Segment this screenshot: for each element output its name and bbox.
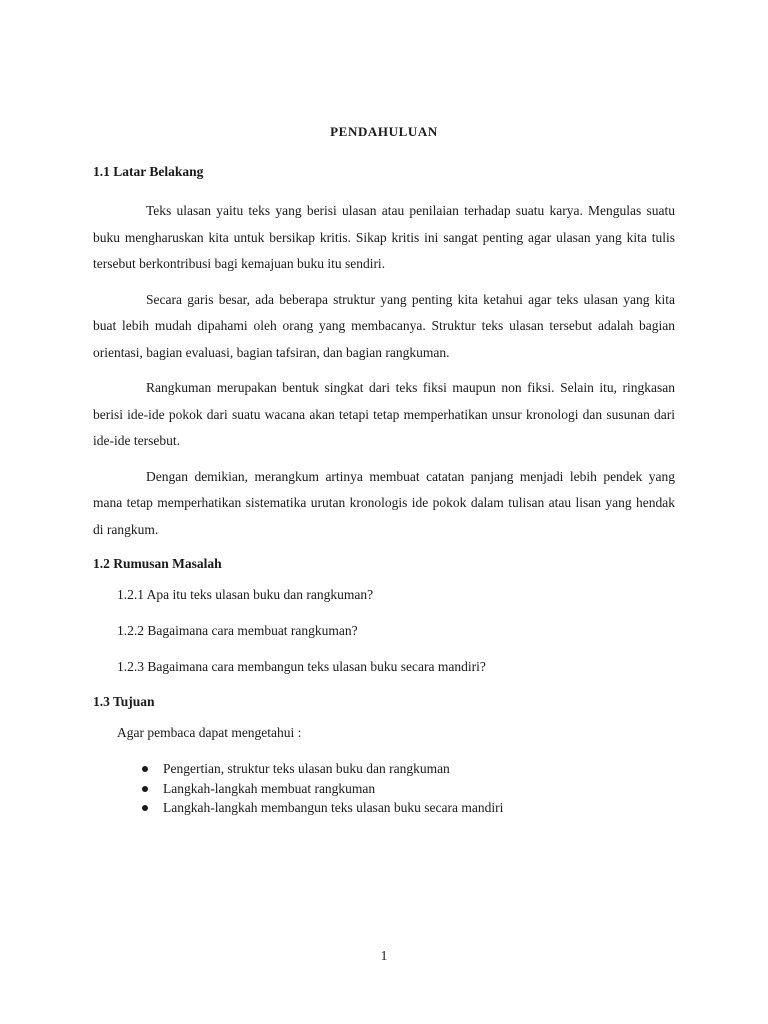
question-item: 1.2.3 Bagaimana cara membangun teks ulasan buku secara mandiri? <box>117 659 486 674</box>
question-item: 1.2.1 Apa itu teks ulasan buku dan rangkuman? <box>117 587 374 602</box>
section-heading-rumusan-masalah: 1.2 Rumusan Masalah <box>93 556 222 571</box>
bullet-text: Pengertian, struktur teks ulasan buku dan rangkuman <box>163 761 450 776</box>
page-number: 1 <box>380 948 388 963</box>
bullet-item <box>140 798 675 818</box>
section-heading-latar-belakang: 1.1 Latar Belakang <box>93 164 204 179</box>
bullet-item <box>140 759 675 779</box>
bullet-icon <box>142 766 148 772</box>
tujuan-bullet-list <box>140 759 675 818</box>
page-content <box>93 124 675 818</box>
bullet-icon <box>142 786 148 792</box>
paragraph: Dengan demikian, merangkum artinya membuat catatan panjang menjadi lebih pendek yang mana tetap memperhatikan sistematika urutan kronologis ide pokok dalam tulisan atau lisan yang hendak di rangkum. <box>93 468 675 537</box>
bullet-icon <box>142 805 148 811</box>
chapter-title: PENDAHULUAN <box>330 124 438 139</box>
bullet-text: Langkah-langkah membuat rangkuman <box>163 780 376 796</box>
tujuan-intro: Agar pembaca dapat mengetahui : <box>117 725 302 740</box>
paragraph: Teks ulasan yaitu teks yang berisi ulasan atau penilaian terhadap suatu karya. Mengulas suatu buku mengharuskan kita untuk bersikap kritis. Sikap kritis ini sangat penting agar ulasan yang kita tulis tersebut berkontribusi bagi kemajuan buku itu sendiri. <box>93 203 675 271</box>
bullet-item <box>140 779 675 799</box>
question-item: 1.2.2 Bagaimana cara membuat rangkuman? <box>117 623 358 638</box>
section-heading-tujuan: 1.3 Tujuan <box>93 694 155 709</box>
paragraph: Rangkuman merupakan bentuk singkat dari teks fiksi maupun non fiksi. Selain itu, ringkasan berisi ide-ide pokok dari suatu wacana akan tetapi tetap memperhatikan unsur kronologi dan susunan dari ide-ide tersebut. <box>93 380 675 448</box>
bullet-text: Langkah-langkah membangun teks ulasan buku secara mandiri <box>163 800 504 815</box>
paragraph: Secara garis besar, ada beberapa struktur yang penting kita ketahui agar teks ulasan yang kita buat lebih mudah dipahami oleh orang yang membacanya. Struktur teks ulasan tersebut adalah bagian orientasi, bagian evaluasi, bagian tafsiran, dan bagian rangkuman. <box>93 291 675 360</box>
